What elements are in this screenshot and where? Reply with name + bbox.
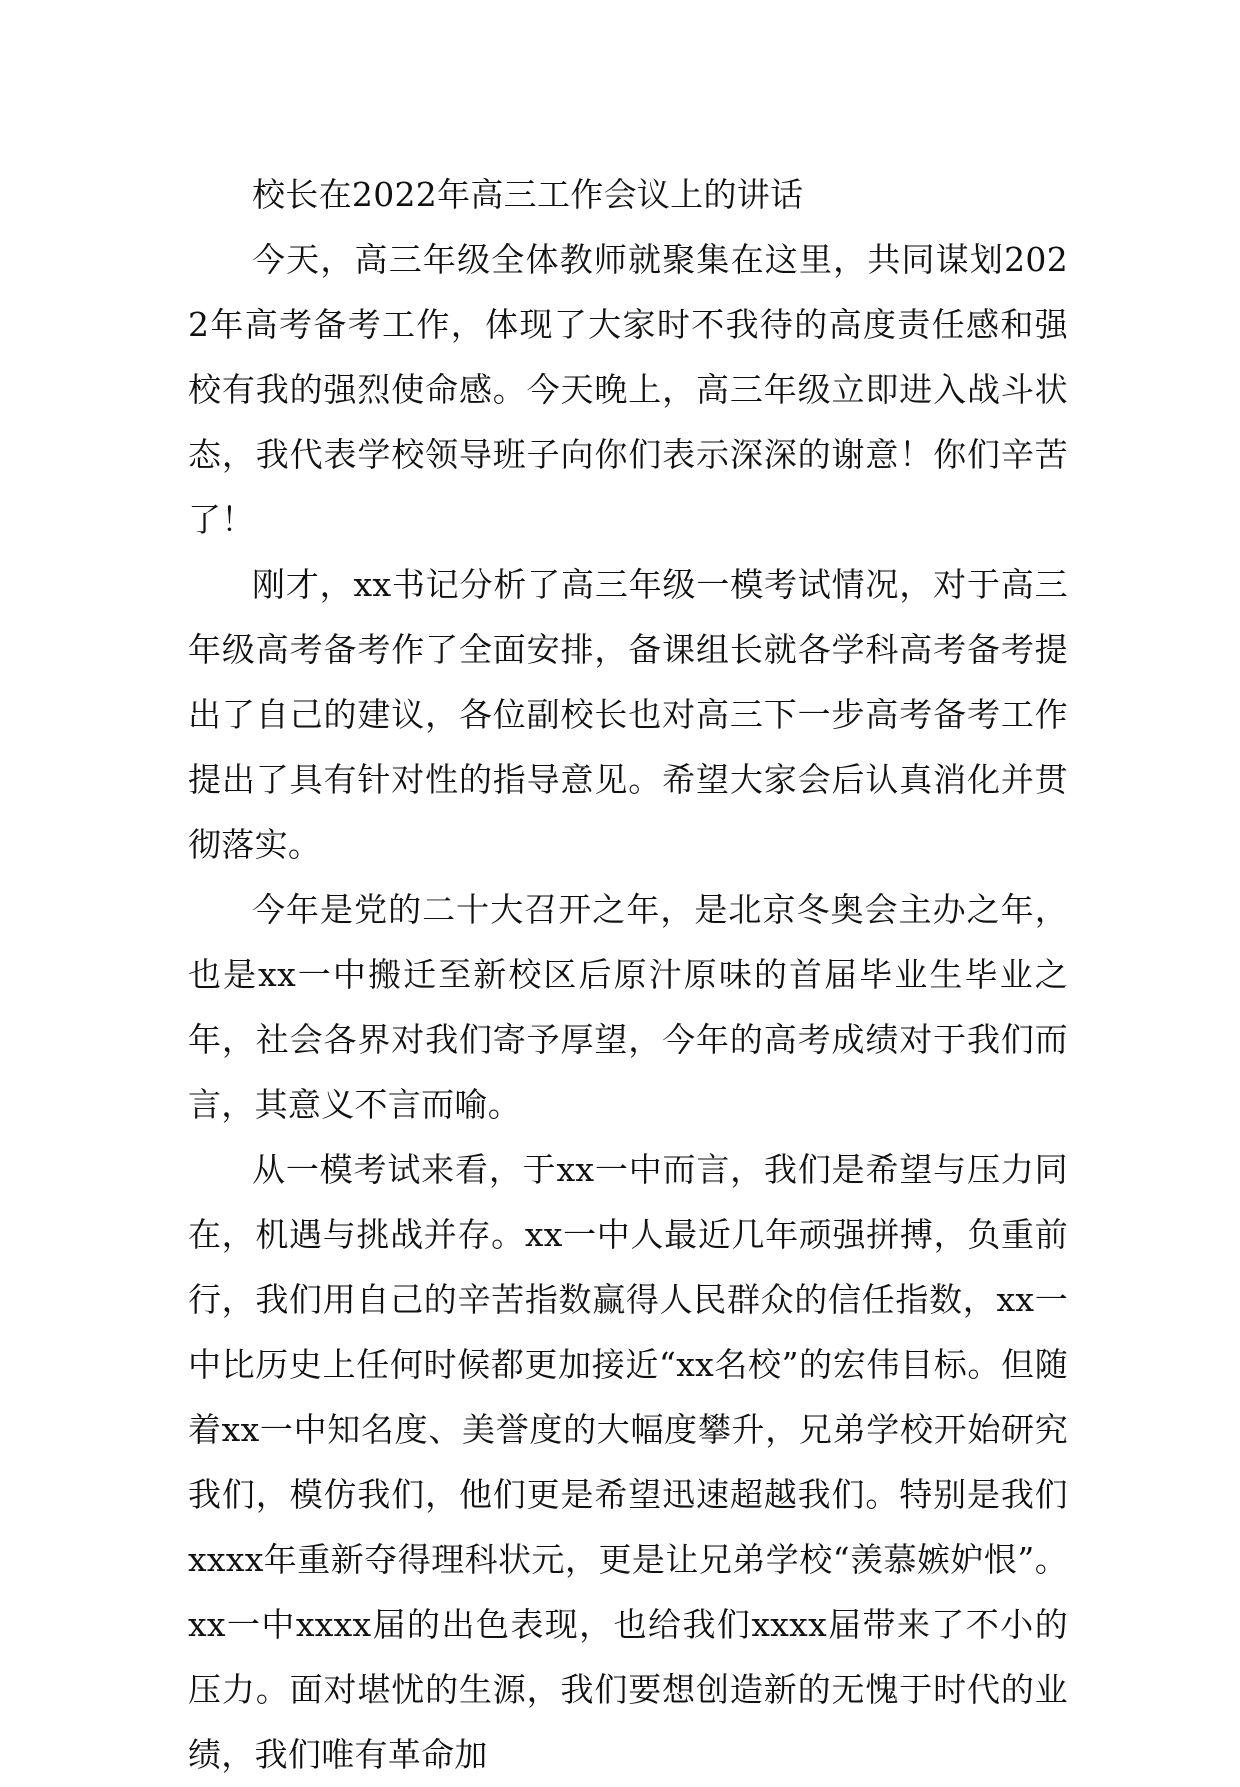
paragraph-2: 刚才，xx书记分析了高三年级一模考试情况，对于高三年级高考备考作了全面安排，备课组长就各学科高考备考提出了自己的建议，各位副校长也对高三下一步高考备考工作提出了具有针对性的指导意见。希望大家会后认真消化并贯彻落实。 — [188, 565, 1068, 864]
document-body — [188, 162, 1068, 1787]
paragraph-1: 今天，高三年级全体教师就聚集在这里，共同谋划2022年高考备考工作，体现了大家时不我待的高度责任感和强校有我的强烈使命感。今天晚上，高三年级立即进入战斗状态，我代表学校领导班子向你们表示深深的谢意！你们辛苦了！ — [188, 240, 1068, 539]
paragraph-3: 今年是党的二十大召开之年，是北京冬奥会主办之年，也是xx一中搬迁至新校区后原汁原味的首届毕业生毕业之年，社会各界对我们寄予厚望，今年的高考成绩对于我们而言，其意义不言而喻。 — [188, 890, 1068, 1124]
paragraph-4: 从一模考试来看，于xx一中而言，我们是希望与压力同在，机遇与挑战并存。xx一中人最近几年顽强拼搏，负重前行，我们用自己的辛苦指数赢得人民群众的信任指数，xx一中比历史上任何时候都更加接近“xx名校”的宏伟目标。但随着xx一中知名度、美誉度的大幅度攀升，兄弟学校开始研究我们，模仿我们，他们更是希望迅速超越我们。特别是我们xxxx年重新夺得理科状元，更是让兄弟学校“羡慕嫉妒恨”。xx一中xxxx届的出色表现，也给我们xxxx届带来了不小的压力。面对堪忧的生源，我们要想创造新的无愧于时代的业绩，我们唯有革命加 — [188, 1150, 1068, 1774]
document-title: 校长在2022年高三工作会议上的讲话 — [252, 175, 804, 214]
